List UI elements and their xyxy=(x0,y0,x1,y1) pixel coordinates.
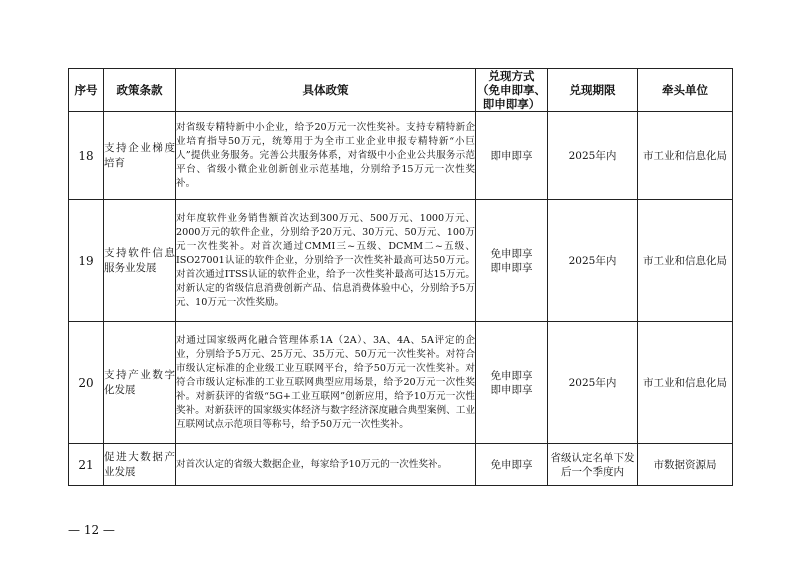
lead-unit: 市工业和信息化局 xyxy=(638,112,733,200)
fulfillment-period: 2025年内 xyxy=(548,112,638,200)
policy-detail: 对省级专精特新中小企业，给予20万元一次性奖补。支持专精特新企业培育指导50万元，统筹用于为全市工业企业申报专精特新“小巨人”提供业务服务。完善公共服务体系，对省级中小企业公共服务示范平台、省级小微企业创新创业示范基地，分别给予15万元一次性奖补。 xyxy=(176,112,476,200)
row-number: 21 xyxy=(69,444,104,486)
fulfillment-period: 2025年内 xyxy=(548,322,638,444)
fulfillment-mode: 免申即享 即申即享 xyxy=(476,322,548,444)
page-number: — 12 — xyxy=(68,523,115,537)
policy-item: 促进大数据产业发展 xyxy=(104,444,176,486)
header-detail: 具体政策 xyxy=(176,69,476,112)
lead-unit: 市工业和信息化局 xyxy=(638,200,733,322)
policy-item: 支持软件信息服务业发展 xyxy=(104,200,176,322)
policy-detail: 对首次认定的省级大数据企业，每家给予10万元的一次性奖补。 xyxy=(176,444,476,486)
table-row xyxy=(69,112,733,200)
policy-item: 支持企业梯度培育 xyxy=(104,112,176,200)
lead-unit: 市工业和信息化局 xyxy=(638,322,733,444)
header-mode: 兑现方式 （免申即享、 即申即享） xyxy=(477,69,546,111)
policy-table xyxy=(68,68,733,486)
policy-item: 支持产业数字化发展 xyxy=(104,322,176,444)
row-number: 18 xyxy=(69,112,104,200)
table-row xyxy=(69,322,733,444)
fulfillment-mode: 免申即享 即申即享 xyxy=(476,200,548,322)
table-row xyxy=(69,200,733,322)
fulfillment-period: 2025年内 xyxy=(548,200,638,322)
lead-unit: 市数据资源局 xyxy=(638,444,733,486)
row-number: 19 xyxy=(69,200,104,322)
row-number: 20 xyxy=(69,322,104,444)
header-unit: 牵头单位 xyxy=(638,69,733,112)
table-row xyxy=(69,444,733,486)
policy-detail: 对通过国家级两化融合管理体系1A（2A）、3A、4A、5A评定的企业，分别给予5万元、25万元、35万元、50万元一次性奖补。对符合市级认定标准的企业级工业互联网平台，给予50万元一次性奖补。对符合市级认定标准的工业互联网典型应用场景，给予20万元一次性奖补。对新获评的省级“5G+工业互联网”创新应用，给予10万元一次性奖补。对新获评的国家级实体经济与数字经济深度融合典型案例、工业互联网试点示范项目等称号，给予50万元一次性奖补。 xyxy=(176,322,476,444)
header-period: 兑现期限 xyxy=(548,69,638,112)
fulfillment-period: 省级认定名单下发后一个季度内 xyxy=(548,444,638,486)
header-no: 序号 xyxy=(69,69,104,112)
policy-detail: 对年度软件业务销售额首次达到300万元、500万元、1000万元、2000万元的软件企业，分别给予20万元、30万元、50万元、100万元一次性奖补。对首次通过CMMI三~五级、DCMM二~五级、ISO27001认证的软件企业，分别给予一次性奖补最高可达50万元。对首次通过ITSS认证的软件企业，给予一次性奖补最高可达15万元。对新认定的省级信息消费创新产品、信息消费体验中心，分别给予5万元、10万元一次性奖励。 xyxy=(176,200,476,322)
table-header-row xyxy=(69,69,733,112)
fulfillment-mode: 即申即享 xyxy=(476,112,548,200)
fulfillment-mode: 免申即享 xyxy=(476,444,548,486)
header-item: 政策条款 xyxy=(104,69,176,112)
